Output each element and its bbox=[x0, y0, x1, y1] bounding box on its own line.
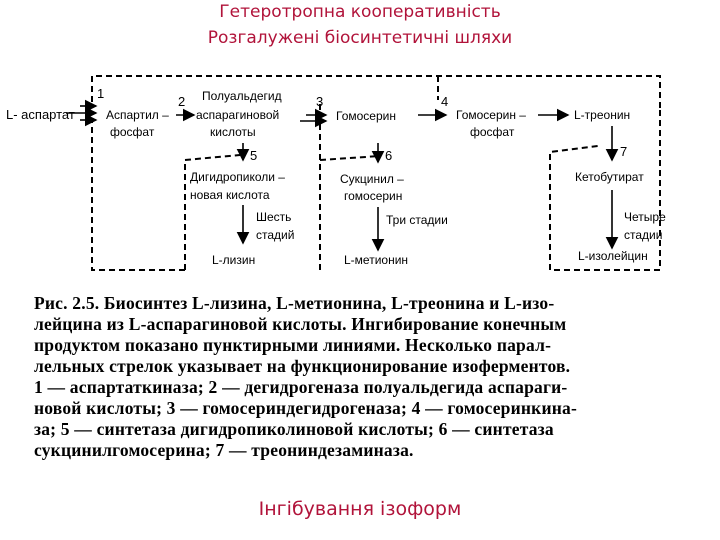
node-semialdehyde-line1: Полуальдегид bbox=[202, 89, 282, 103]
figure-caption bbox=[34, 293, 664, 461]
slide-footer-title: Інгібування ізоформ bbox=[258, 498, 462, 520]
node-succinylhomoserine-line1: Сукцинил – bbox=[340, 172, 404, 186]
node-semialdehyde-line2: аспарагиновой bbox=[196, 108, 280, 122]
caption-line: 1 — аспартаткиназа; 2 — дегидрогеназа полуальдегида аспараги- bbox=[34, 377, 568, 397]
caption-line: новой кислоты; 3 — гомосериндегидрогеназа; 4 — гомосеринкина- bbox=[34, 398, 578, 418]
node-aspartyl-phosphate-line1: Аспартил – bbox=[106, 108, 169, 122]
node-homoserine-phosphate-line2: фосфат bbox=[470, 125, 515, 139]
enzyme-number-7: 7 bbox=[620, 144, 628, 159]
caption-line: сукцинилгомосерина; 7 — треониндезаминаза. bbox=[34, 440, 414, 460]
node-lysine: L-лизин bbox=[212, 253, 256, 267]
caption-line: за; 5 — синтетаза дигидропиколиновой кислоты; 6 — синтетаза bbox=[34, 419, 554, 439]
slide-title-line-1: Гетеротропна кооперативність bbox=[219, 2, 501, 22]
node-homoserine-phosphate-line1: Гомосерин – bbox=[456, 108, 526, 122]
node-dipicolinic-line2: новая кислота bbox=[190, 188, 270, 202]
enzyme-number-6: 6 bbox=[385, 148, 393, 163]
node-succinylhomoserine-line2: гомосерин bbox=[344, 189, 403, 203]
caption-line: лельных стрелок указывает на функционирование изоферментов. bbox=[34, 356, 571, 376]
node-dipicolinic-line1: Дигидропиколи – bbox=[190, 170, 285, 184]
slide-title-line-2: Розгалужені біосинтетичні шляхи bbox=[207, 28, 513, 48]
enzyme-number-5: 5 bbox=[250, 148, 258, 163]
caption-line: Рис. 2.5. Биосинтез L-лизина, L-метионина, L-треонина и L-изо- bbox=[34, 293, 555, 313]
four-steps-line2: стадии bbox=[624, 228, 663, 242]
node-semialdehyde-line3: кислоты bbox=[210, 125, 256, 139]
six-steps-line1: Шесть bbox=[256, 210, 292, 224]
three-steps: Три стадии bbox=[386, 213, 448, 227]
node-threonine: L-треонин bbox=[574, 108, 631, 122]
caption-line: продуктом показано пунктирными линиями. Несколько парал- bbox=[34, 335, 552, 355]
caption-line: лейцина из L-аспарагиновой кислоты. Ингибирование конечным bbox=[34, 314, 567, 334]
node-homoserine: Гомосерин bbox=[336, 109, 396, 123]
enzyme-number-1: 1 bbox=[97, 86, 105, 101]
enzyme-number-4: 4 bbox=[441, 94, 449, 109]
node-methionine: L-метионин bbox=[344, 253, 409, 267]
node-aspartate: L- аспартат bbox=[6, 107, 75, 122]
node-aspartyl-phosphate-line2: фосфат bbox=[110, 125, 155, 139]
node-ketobutyrate: Кетобутират bbox=[575, 170, 644, 184]
four-steps-line1: Четыре bbox=[624, 210, 666, 224]
enzyme-number-3: 3 bbox=[316, 94, 324, 109]
enzyme-number-2: 2 bbox=[178, 94, 186, 109]
node-isoleucine: L-изолейцин bbox=[578, 249, 648, 263]
six-steps-line2: стадий bbox=[256, 228, 295, 242]
